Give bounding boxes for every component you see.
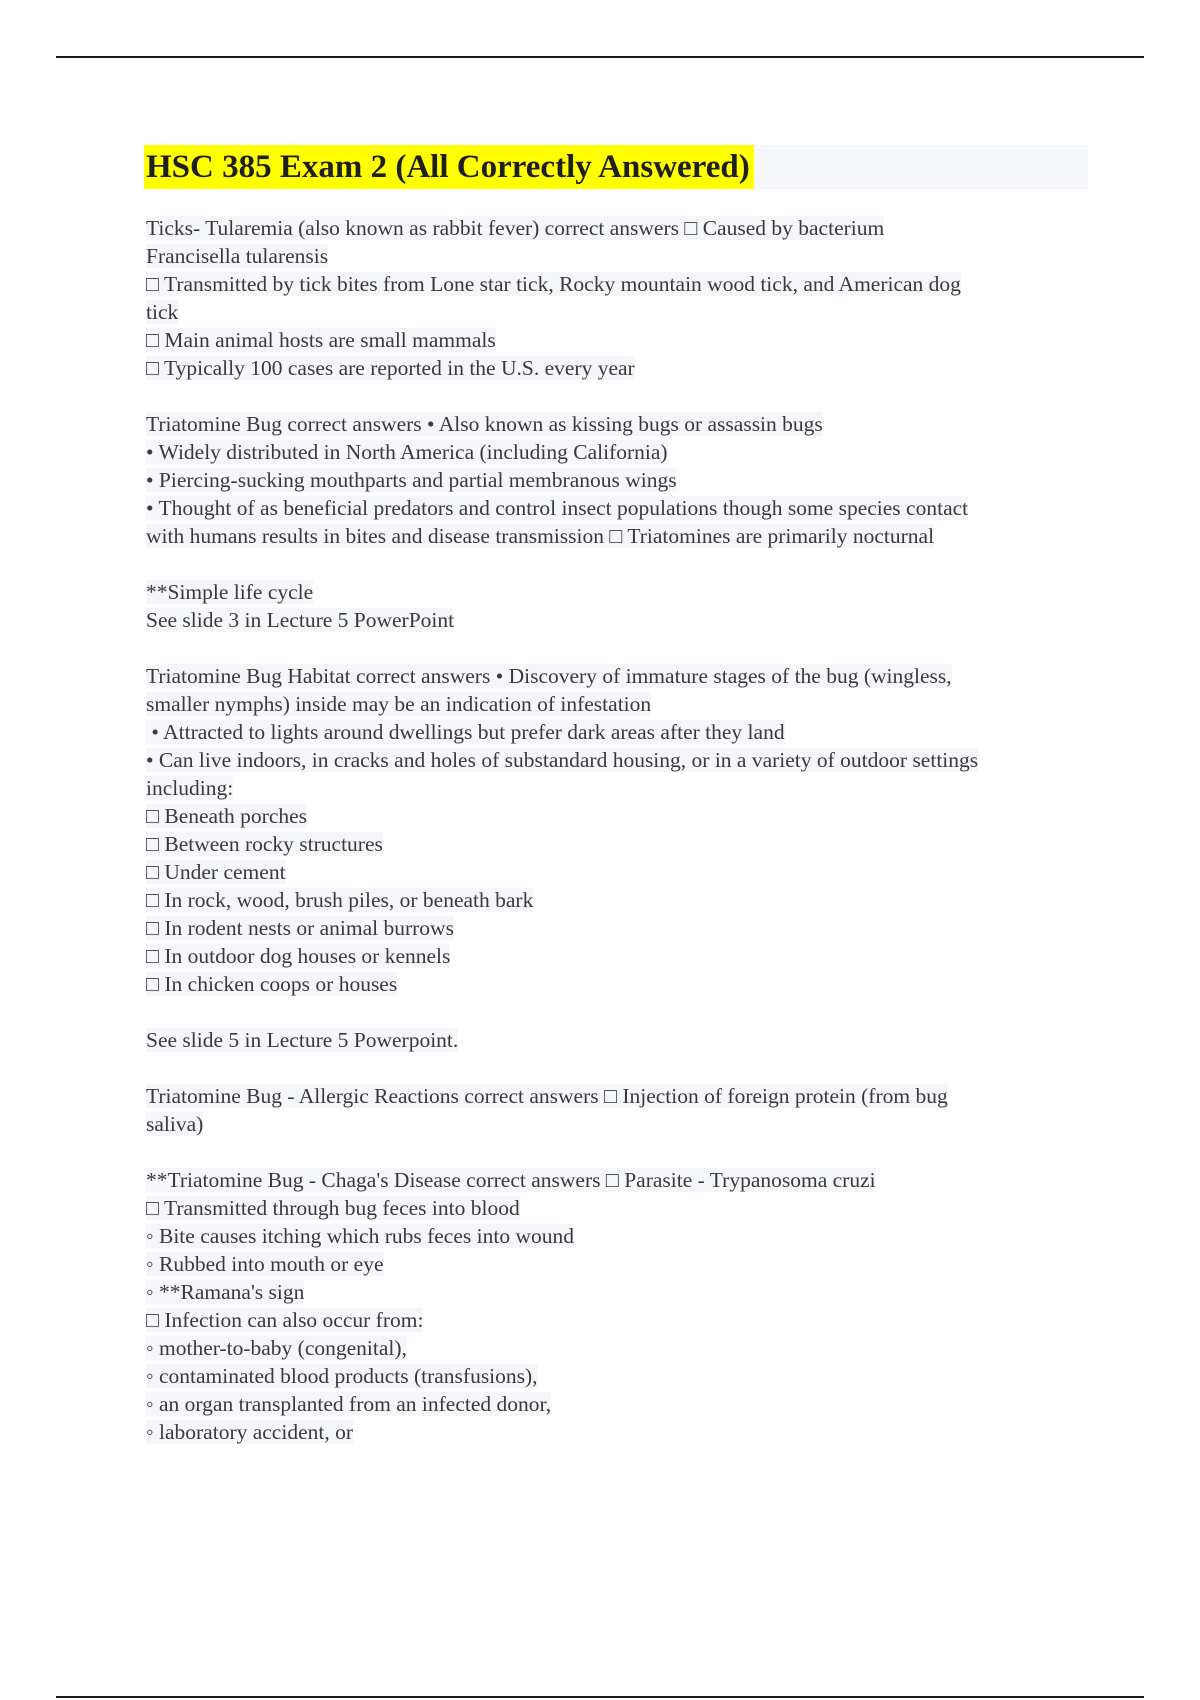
document-title: HSC 385 Exam 2 (All Correctly Answered) [144, 145, 754, 189]
text-line-content: □ In outdoor dog houses or kennels [146, 944, 451, 968]
text-line [146, 662, 1086, 690]
text-line [146, 802, 1086, 830]
text-line [146, 886, 1086, 914]
text-line-content: • Widely distributed in North America (including California) [146, 440, 668, 464]
text-line [146, 970, 1086, 998]
paragraph-chagas [146, 1166, 1086, 1446]
text-line-content: **Simple life cycle [146, 580, 314, 604]
text-line-content: Ticks- Tularemia (also known as rabbit fever) correct answers □ Caused by bacterium [146, 216, 885, 240]
text-line-content: See slide 3 in Lecture 5 PowerPoint [146, 608, 455, 632]
text-line [146, 1306, 1086, 1334]
text-line [146, 1362, 1086, 1390]
text-line [146, 1110, 1086, 1138]
text-line-content: • Thought of as beneficial predators and control insect populations though some species contact [146, 496, 969, 520]
text-line [146, 326, 1086, 354]
text-line-content: including: [146, 776, 234, 800]
text-line-content: ◦ mother-to-baby (congenital), [146, 1336, 407, 1360]
paragraph-allergic [146, 1082, 1086, 1138]
text-line-content: □ Transmitted by tick bites from Lone star tick, Rocky mountain wood tick, and American dog [146, 272, 961, 296]
text-line-content: • Piercing-sucking mouthparts and partial membranous wings [146, 468, 677, 492]
text-line-content: smaller nymphs) inside may be an indication of infestation [146, 692, 652, 716]
text-line [146, 858, 1086, 886]
text-line-content: • Attracted to lights around dwellings but prefer dark areas after they land [146, 720, 785, 744]
text-line-content: ◦ an organ transplanted from an infected donor, [146, 1392, 552, 1416]
text-line [146, 1166, 1086, 1194]
text-line-content: • Can live indoors, in cracks and holes of substandard housing, or in a variety of outdoor settings [146, 748, 979, 772]
text-line [146, 466, 1086, 494]
text-line [146, 298, 1086, 326]
text-line-content: □ Transmitted through bug feces into blood [146, 1196, 520, 1220]
text-line-content: ◦ Rubbed into mouth or eye [146, 1252, 384, 1276]
paragraph-ticks [146, 214, 1086, 382]
text-line [146, 438, 1086, 466]
text-line-content: Triatomine Bug correct answers • Also known as kissing bugs or assassin bugs [146, 412, 823, 436]
text-line-content: □ Beneath porches [146, 804, 308, 828]
text-line [146, 1082, 1086, 1110]
paragraph-triatomine [146, 410, 1086, 550]
text-line [146, 242, 1086, 270]
text-line [146, 718, 1086, 746]
bottom-rule [56, 1696, 1144, 1698]
text-line-content: □ Infection can also occur from: [146, 1308, 424, 1332]
text-line [146, 494, 1086, 522]
text-line [146, 1222, 1086, 1250]
text-line [146, 410, 1086, 438]
text-line [146, 1194, 1086, 1222]
paragraph-habitat [146, 662, 1086, 998]
text-line [146, 914, 1086, 942]
text-line-content: saliva) [146, 1112, 204, 1136]
text-line [146, 1390, 1086, 1418]
text-line-content: □ In rodent nests or animal burrows [146, 916, 454, 940]
text-line [146, 1418, 1086, 1446]
text-line-content: ◦ laboratory accident, or [146, 1420, 354, 1444]
text-line-content: ◦ **Ramana's sign [146, 1280, 305, 1304]
text-line-content: **Triatomine Bug - Chaga's Disease correct answers □ Parasite - Trypanosoma cruzi [146, 1168, 876, 1192]
text-line [146, 830, 1086, 858]
text-line [146, 578, 1086, 606]
paragraph-life-cycle [146, 578, 1086, 634]
text-line [146, 354, 1086, 382]
text-line [146, 522, 1086, 550]
text-line [146, 1278, 1086, 1306]
text-line [146, 1250, 1086, 1278]
text-line-content: Triatomine Bug - Allergic Reactions correct answers □ Injection of foreign protein (from bug [146, 1084, 948, 1108]
paragraph-slide5 [146, 1026, 1086, 1054]
text-line [146, 1026, 1086, 1054]
text-line-content: ◦ contaminated blood products (transfusions), [146, 1364, 538, 1388]
text-line-content: ◦ Bite causes itching which rubs feces into wound [146, 1224, 574, 1248]
text-line-content: □ In rock, wood, brush piles, or beneath bark [146, 888, 534, 912]
text-line-content: □ In chicken coops or houses [146, 972, 398, 996]
text-line-content: □ Between rocky structures [146, 832, 383, 856]
text-line [146, 606, 1086, 634]
text-line-content: See slide 5 in Lecture 5 Powerpoint. [146, 1028, 459, 1052]
text-line-content: with humans results in bites and disease transmission □ Triatomines are primarily nocturnal [146, 524, 935, 548]
text-line-content: tick [146, 300, 179, 324]
text-line-content: □ Under cement [146, 860, 286, 884]
text-line-content: Francisella tularensis [146, 244, 329, 268]
text-line [146, 774, 1086, 802]
top-rule [56, 56, 1144, 58]
text-line-content: □ Main animal hosts are small mammals [146, 328, 496, 352]
document-body [146, 214, 1086, 1474]
text-line-content: □ Typically 100 cases are reported in the U.S. every year [146, 356, 635, 380]
text-line-content: Triatomine Bug Habitat correct answers • Discovery of immature stages of the bug (wingless, [146, 664, 952, 688]
text-line [146, 214, 1086, 242]
text-line [146, 690, 1086, 718]
text-line [146, 1334, 1086, 1362]
text-line [146, 942, 1086, 970]
text-line [146, 270, 1086, 298]
text-line [146, 746, 1086, 774]
